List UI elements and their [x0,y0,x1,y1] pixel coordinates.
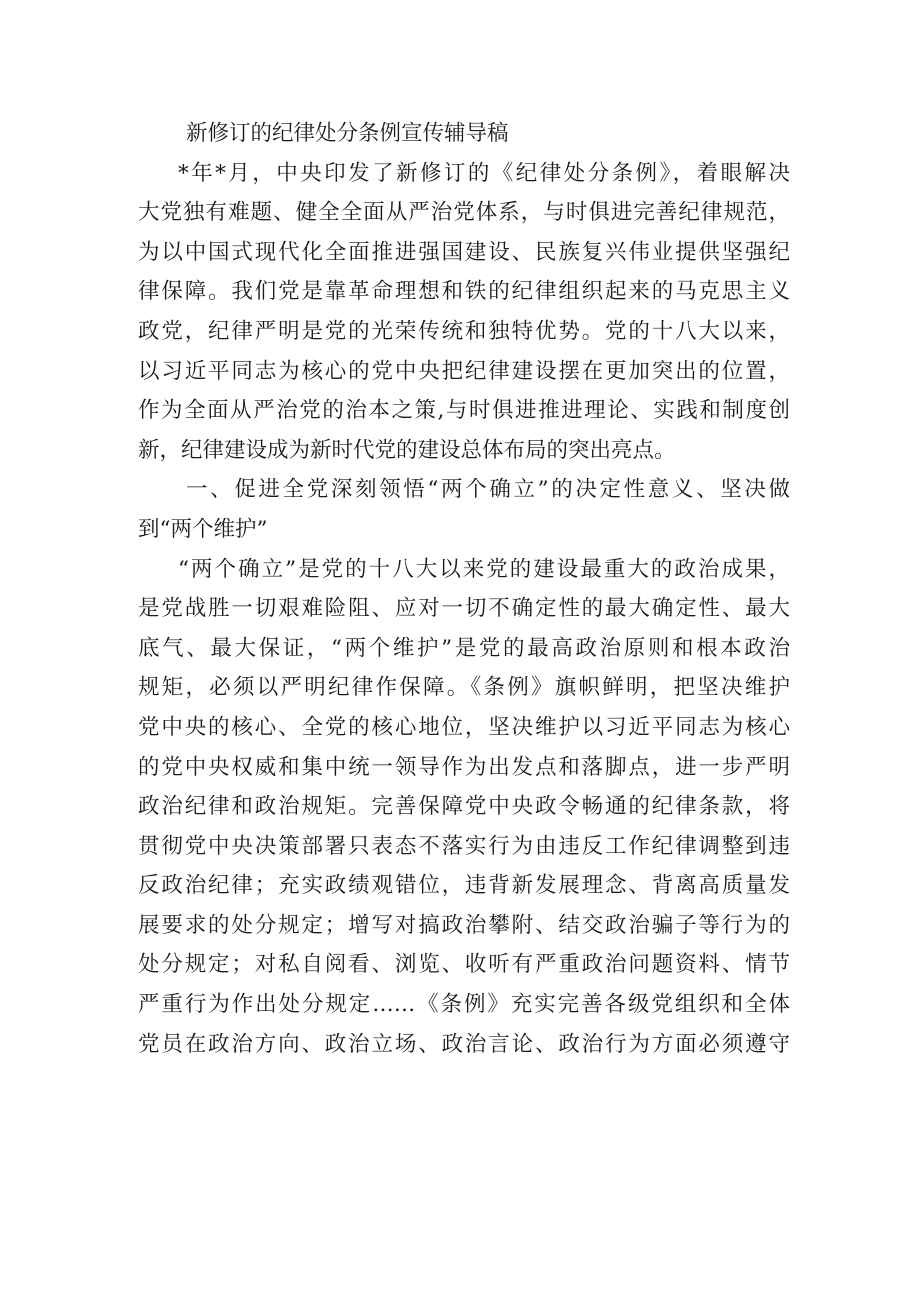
paragraph-line: 党中央的核心、全党的核心地位，坚决维护以习近平同志为核心 [138,714,790,740]
paragraph-line: 处分规定；对私自阅看、浏览、收听有严重政治问题资料、情节 [138,952,790,978]
paragraph-line: 底气、最大保证，“两个维护”是党的最高政治原则和根本政治 [138,635,790,661]
document-title: 新修订的纪律处分条例宣传辅导稿 [186,121,509,146]
paragraph-line: 作为全面从严治党的治本之策,与时俱进推进理论、实践和制度创 [138,398,790,424]
paragraph-line: *年*月，中央印发了新修订的《纪律处分条例》，着眼解决 [178,160,790,186]
paragraph-line: 反政治纪律；充实政绩观错位，违背新发展理念、背离高质量发 [138,873,790,899]
paragraph-line: 贯彻党中央决策部署只表态不落实行为由违反工作纪律调整到违 [138,833,790,859]
paragraph-line: 党员在政治方向、政治立场、政治言论、政治行为方面必须遵守 [138,1031,790,1057]
document-body [138,114,790,1064]
paragraph-line: 展要求的处分规定；增写对搞政治攀附、结交政治骗子等行为的 [138,912,790,938]
paragraph-two-establishments [138,550,790,1065]
paragraph-line: 规矩，必须以严明纪律作保障。《条例》旗帜鲜明，把坚决维护 [138,675,790,701]
paragraph-line: 严重行为作出处分规定……《条例》充实完善各级党组织和全体 [138,992,790,1018]
paragraph-line: 政治纪律和政治规矩。完善保障党中央政令畅通的纪律条款，将 [138,794,790,820]
paragraph-line: 以习近平同志为核心的党中央把纪律建设摆在更加突出的位置， [138,358,790,384]
section-heading-line: 一、促进全党深刻领悟“两个确立”的决定性意义、坚决做 [186,477,790,503]
paragraph-line: 新，纪律建设成为新时代党的建设总体布局的突出亮点。 [138,437,676,463]
section-heading-line: 到“两个维护” [138,516,268,542]
paragraph-intro [138,154,790,471]
section-heading [138,470,790,549]
paragraph-line: 为以中国式现代化全面推进强国建设、民族复兴伟业提供坚强纪 [138,239,790,265]
paragraph-line: 是党战胜一切艰难险阻、应对一切不确定性的最大确定性、最大 [138,596,790,622]
paragraph-line: “两个确立”是党的十八大以来党的建设最重大的政治成果， [178,556,790,582]
paragraph-line: 律保障。我们党是靠革命理想和铁的纪律组织起来的马克思主义 [138,279,790,305]
paragraph-line: 大党独有难题、健全全面从严治党体系，与时俱进完善纪律规范， [138,200,790,226]
paragraph-line: 的党中央权威和集中统一领导作为出发点和落脚点，进一步严明 [138,754,790,780]
paragraph-line: 政党，纪律严明是党的光荣传统和独特优势。党的十八大以来， [138,318,790,344]
